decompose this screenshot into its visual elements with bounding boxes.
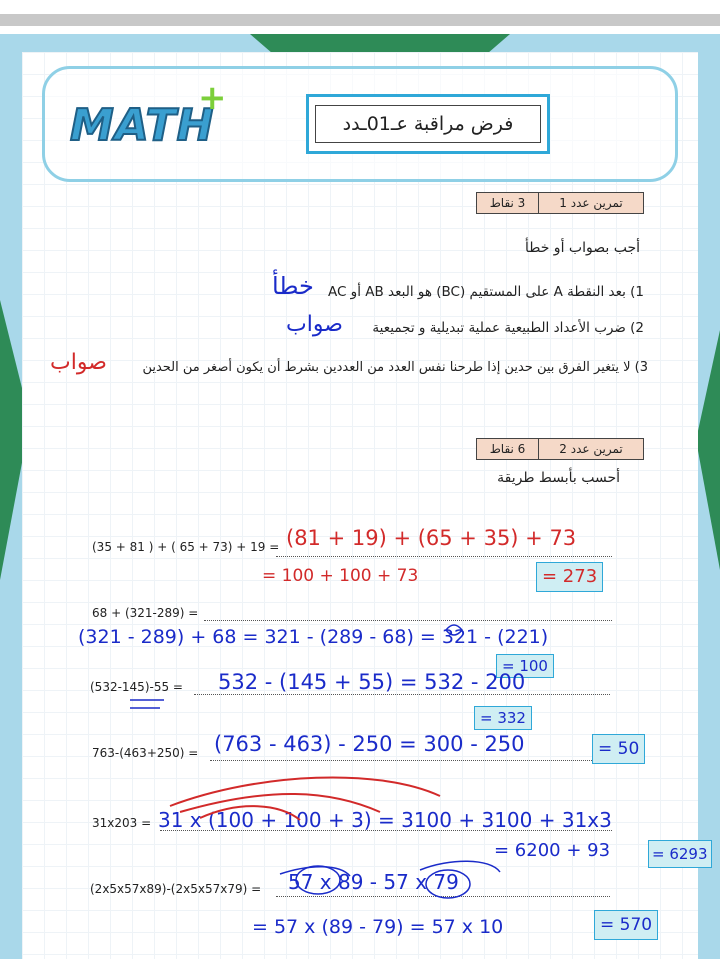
- q1-work-1: (81 + 19) + (65 + 35) + 73: [286, 526, 577, 550]
- q6-circle-2: [426, 870, 470, 898]
- ex1-answer-2: صواب: [286, 312, 343, 337]
- ex1-answer-1: خطأ: [272, 272, 314, 300]
- ex2-instruction: أحسب بأبسط طريقة: [497, 470, 620, 486]
- q3-work-1: 532 - (145 + 55) = 532 - 200: [218, 670, 526, 694]
- q6-work-1: 57 x 89 - 57 x 79: [288, 870, 459, 894]
- ex2-label: تمرين عدد 2: [538, 438, 644, 460]
- q3-underline: [130, 700, 164, 708]
- arrow-arc-3: [200, 806, 300, 820]
- ex1-item-2: 2) ضرب الأعداد الطبيعية عملية تبديلية و تجميعية: [372, 320, 644, 336]
- ex1-label: تمرين عدد 1: [538, 192, 644, 214]
- q6-arc-2: [420, 861, 500, 872]
- q4-result: = 50: [592, 734, 645, 764]
- q3-result: = 332: [474, 706, 532, 730]
- ex1-instruction: أجب بصواب أو خطأ: [524, 240, 640, 256]
- q6-arc-1: [280, 867, 350, 876]
- page-title: فرض مراقبة عـ01ـدد: [315, 105, 541, 143]
- ex2-points: 6 نقاط: [476, 438, 538, 460]
- q1-expression: (35 + 81 ) + ( 65 + 73) + 19 =: [92, 540, 280, 554]
- ex1-item-1: 1) بعد النقطة A على المستقيم (BC) هو البعد AB أو AC: [327, 284, 644, 300]
- ex1-points: 3 نقاط: [476, 192, 538, 214]
- ex1-answer-3: صواب: [50, 350, 107, 375]
- q5-result: = 6293: [648, 840, 712, 868]
- q2-result: = 100: [496, 654, 554, 678]
- ex1-item-3: 3) لا يتغير الفرق بين حدين إذا طرحنا نفس العدد من العددين بشرط أن يكون أصغر من الحدين: [142, 360, 648, 375]
- math-logo: MATH: [70, 100, 215, 151]
- q4-work-1: (763 - 463) - 250 = 300 - 250: [214, 732, 525, 756]
- q2-minus-circle: [446, 625, 462, 635]
- q2-expression: 68 + (321-289) =: [92, 606, 199, 620]
- q1-work-2: = 100 + 100 + 73: [262, 566, 419, 586]
- q3-expression: (532-145)-55 =: [90, 680, 183, 694]
- q5-expression: 31x203 =: [92, 816, 152, 830]
- q6-work-2: = 57 x (89 - 79) = 57 x 10: [252, 916, 504, 938]
- q1-result: = 273: [536, 562, 603, 592]
- arrow-arc-1: [170, 777, 440, 806]
- q6-circle-1: [296, 866, 340, 894]
- q6-result: = 570: [594, 910, 658, 940]
- q4-expression: 763-(463+250) =: [92, 746, 199, 760]
- q5-work-2: = 6200 + 93: [494, 840, 611, 861]
- q5-work-1: 31 x (100 + 100 + 3) = 3100 + 3100 + 31x3: [158, 808, 612, 832]
- logo-plus-icon: +: [198, 78, 227, 118]
- q6-expression: (2x5x57x89)-(2x5x57x79) =: [90, 882, 262, 896]
- q2-work-1: (321 - 289) + 68 = 321 - (289 - 68) = 321 - (221): [78, 626, 549, 648]
